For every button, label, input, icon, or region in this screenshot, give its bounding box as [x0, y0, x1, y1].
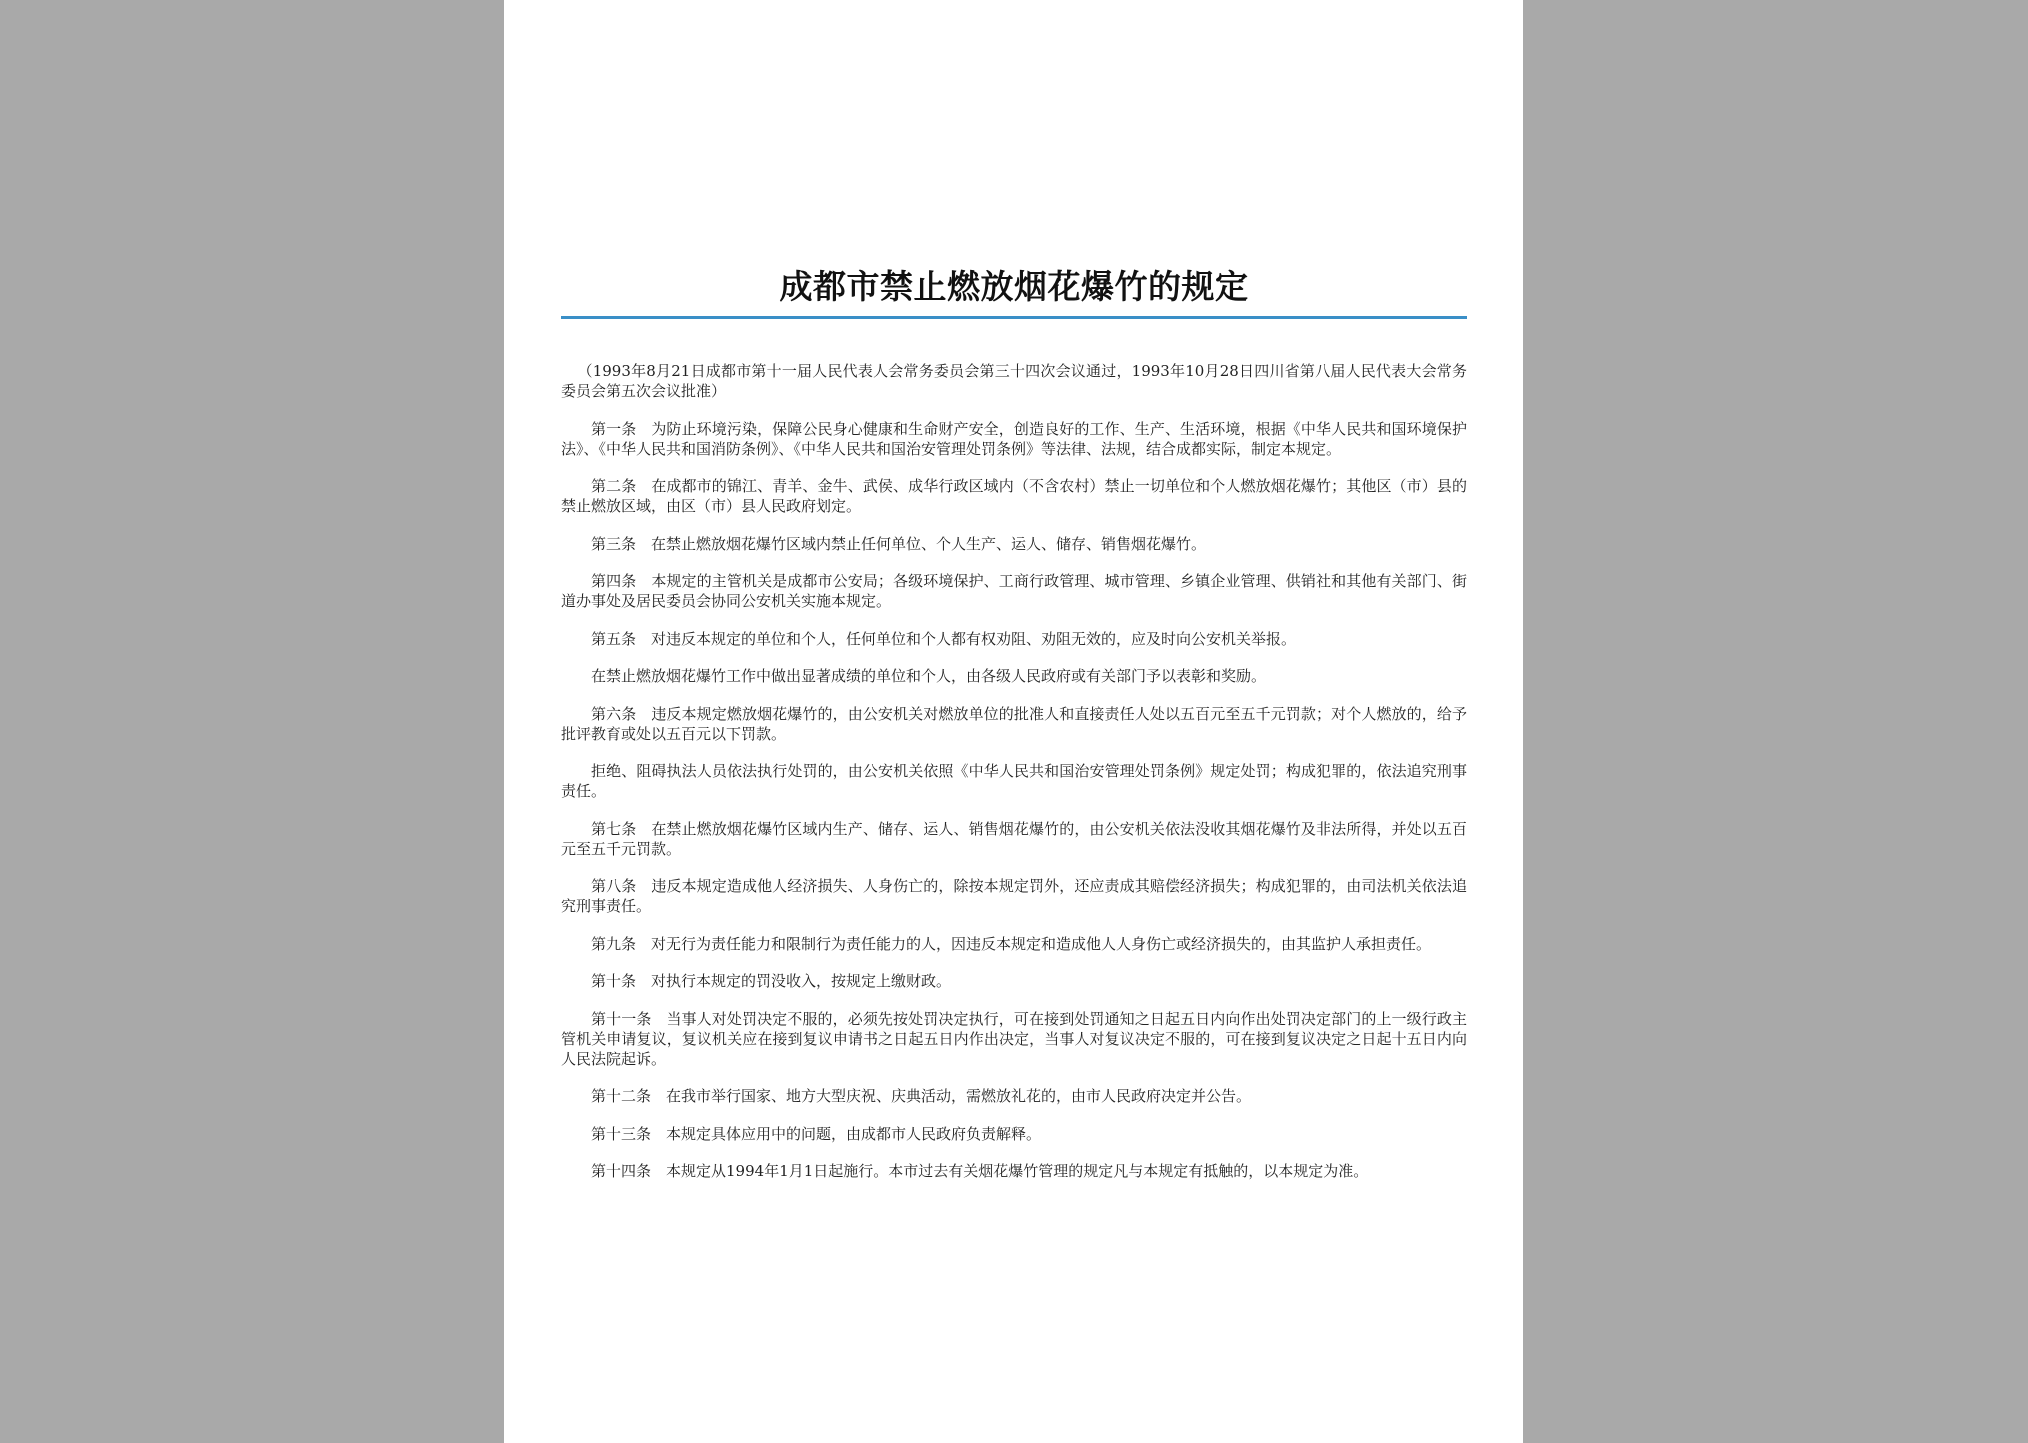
article-10	[561, 971, 1467, 991]
article-text: 在禁止燃放烟花爆竹工作中做出显著成绩的单位和个人，由各级人民政府或有关部门予以表彰和奖励。	[591, 667, 1267, 685]
article-text: 本规定具体应用中的问题，由成都市人民政府负责解释。	[666, 1124, 1042, 1143]
article-6-paragraph-2	[561, 761, 1467, 801]
article-label: 第五条	[591, 629, 637, 648]
article-5-paragraph-2	[561, 666, 1467, 686]
article-text: 拒绝、阻碍执法人员依法执行处罚的，由公安机关依照《中华人民共和国治安管理处罚条例》规定处罚；构成犯罪的，依法追究刑事责任。	[561, 762, 1467, 800]
article-5	[561, 629, 1467, 649]
article-text: 对无行为责任能力和限制行为责任能力的人，因违反本规定和造成他人人身伤亡或经济损失的，由其监护人承担责任。	[651, 934, 1432, 953]
article-14	[561, 1161, 1467, 1181]
approval-note: （1993年8月21日成都市第十一届人民代表人会常务委员会第三十四次会议通过，1993年10月28日四川省第八届人民代表大会常务委员会第五次会议批准）	[561, 362, 1467, 400]
article-label: 第十三条	[591, 1124, 652, 1143]
article-13	[561, 1124, 1467, 1144]
article-label: 第二条	[591, 477, 637, 495]
article-label: 第十四条	[591, 1162, 652, 1180]
article-label: 第六条	[591, 704, 637, 723]
article-text: 在成都市的锦江、青羊、金牛、武侯、成华行政区域内（不含农村）禁止一切单位和个人燃放烟花爆竹；其他区（市）县的禁止燃放区域，由区（市）县人民政府划定。	[561, 477, 1467, 515]
article-label: 第七条	[591, 819, 637, 838]
article-label: 第一条	[591, 419, 637, 438]
article-7	[561, 819, 1467, 859]
article-text: 本规定从1994年1月1日起施行。本市过去有关烟花爆竹管理的规定凡与本规定有抵触的，以本规定为准。	[666, 1162, 1369, 1180]
article-label: 第十二条	[591, 1087, 652, 1105]
article-text: 在禁止燃放烟花爆竹区域内禁止任何单位、个人生产、运人、储存、销售烟花爆竹。	[651, 534, 1207, 553]
article-label: 第八条	[591, 877, 637, 895]
article-text: 当事人对处罚决定不服的，必须先按处罚决定执行，可在接到处罚通知之日起五日内向作出处罚决定部门的上一级行政主管机关申请复议，复议机关应在接到复议申请书之日起五日内作出决定，当事人对复议决定不服的，可在接到复议决定之日起十五日内向人民法院起诉。	[561, 1009, 1467, 1068]
article-text: 在禁止燃放烟花爆竹区域内生产、储存、运人、销售烟花爆竹的，由公安机关依法没收其烟花爆竹及非法所得，并处以五百元至五千元罚款。	[561, 819, 1467, 858]
article-label: 第十一条	[591, 1009, 652, 1028]
article-text: 为防止环境污染，保障公民身心健康和生命财产安全，创造良好的工作、生产、生活环境，根据《中华人民共和国环境保护法》、《中华人民共和国消防条例》、《中华人民共和国治安管理处罚条例》等法律、法规，结合成都实际，制定本规定。	[561, 419, 1467, 458]
article-2	[561, 476, 1467, 516]
article-8	[561, 876, 1467, 916]
article-12	[561, 1086, 1467, 1106]
article-11	[561, 1009, 1467, 1069]
article-text: 对违反本规定的单位和个人，任何单位和个人都有权劝阻、劝阻无效的，应及时向公安机关举报。	[651, 629, 1297, 648]
document-page	[504, 0, 1523, 1443]
article-text: 对执行本规定的罚没收入，按规定上缴财政。	[651, 972, 952, 990]
article-text: 本规定的主管机关是成都市公安局；各级环境保护、工商行政管理、城市管理、乡镇企业管理、供销社和其他有关部门、街道办事处及居民委员会协同公安机关实施本规定。	[561, 572, 1467, 610]
article-text: 违反本规定燃放烟花爆竹的，由公安机关对燃放单位的批准人和直接责任人处以五百元至五千元罚款；对个人燃放的，给予批评教育或处以五百元以下罚款。	[561, 704, 1467, 743]
article-4	[561, 571, 1467, 611]
article-1	[561, 419, 1467, 459]
article-9	[561, 934, 1467, 954]
article-6	[561, 704, 1467, 744]
article-label: 第四条	[591, 572, 637, 590]
article-text: 在我市举行国家、地方大型庆祝、庆典活动，需燃放礼花的，由市人民政府决定并公告。	[666, 1087, 1252, 1105]
title-underline	[561, 316, 1467, 319]
article-3	[561, 534, 1467, 554]
document-title: 成都市禁止燃放烟花爆竹的规定	[779, 267, 1249, 306]
article-text: 违反本规定造成他人经济损失、人身伤亡的，除按本规定罚外，还应责成其赔偿经济损失；构成犯罪的，由司法机关依法追究刑事责任。	[561, 877, 1467, 915]
article-label: 第九条	[591, 934, 637, 953]
article-label: 第十条	[591, 972, 637, 990]
article-label: 第三条	[591, 534, 637, 553]
document-body	[561, 361, 1467, 1199]
